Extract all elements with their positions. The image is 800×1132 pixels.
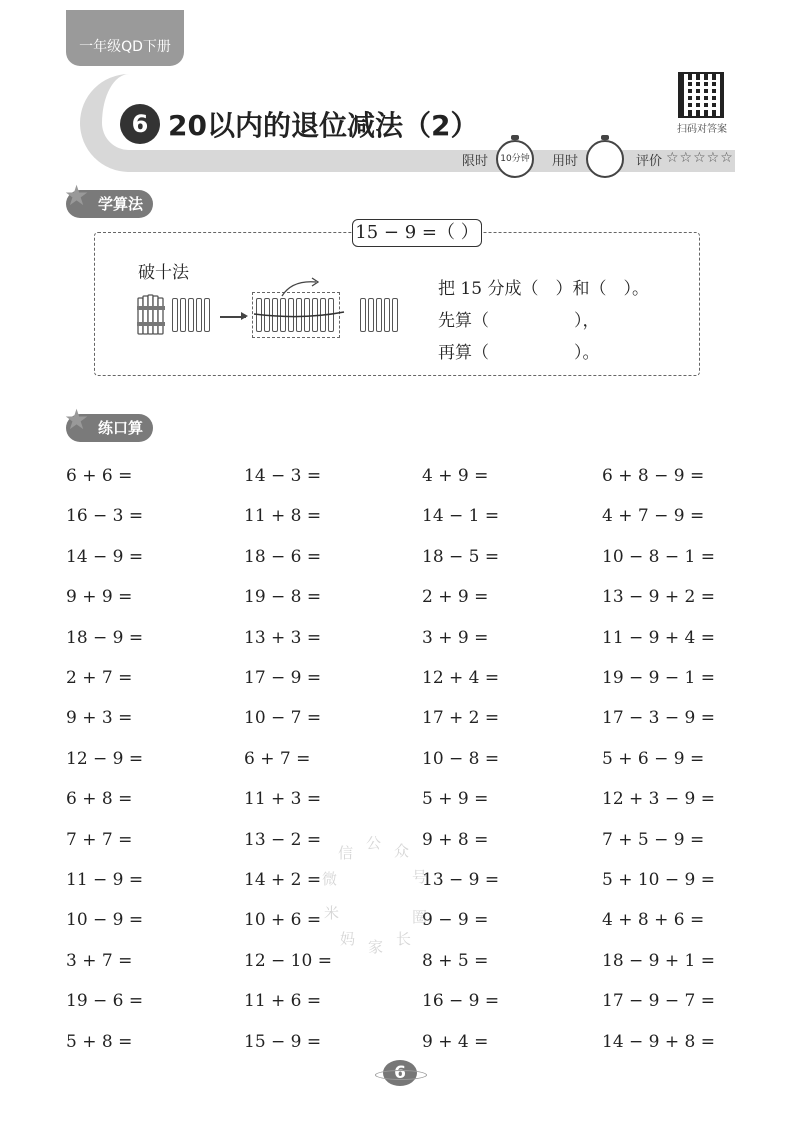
method-step-split: 把 15 分成（ ）和（ ）。: [438, 279, 649, 299]
stick: [392, 298, 398, 332]
grade-label: 一年级QD下册: [79, 39, 171, 55]
qr-code-icon[interactable]: [678, 72, 724, 118]
arithmetic-problem: 6 + 6 =: [66, 466, 133, 486]
arithmetic-problem: 4 + 7 − 9 =: [602, 506, 705, 527]
watermark-char: 公: [366, 834, 382, 852]
watermark-char: 号: [412, 868, 428, 886]
arithmetic-problem: 11 + 6 =: [244, 991, 322, 1012]
watermark-char: 微: [322, 870, 338, 888]
arithmetic-problem: 19 − 6 =: [66, 991, 144, 1012]
learn-method-badge: [64, 179, 153, 218]
arithmetic-problem: 2 + 7 =: [66, 668, 133, 688]
watermark-char: 众: [394, 842, 410, 860]
stick: [172, 298, 178, 332]
arithmetic-problem: 10 + 6 =: [244, 910, 322, 931]
time-limit-label: 限时: [462, 154, 489, 169]
stick: [188, 298, 194, 332]
arithmetic-problem: 5 + 10 − 9 =: [602, 870, 716, 890]
arithmetic-problem: 8 + 5 =: [422, 950, 489, 971]
arithmetic-problem: 18 − 9 =: [66, 627, 144, 648]
arithmetic-problem: 17 + 2 =: [422, 708, 500, 729]
stick: [368, 298, 374, 332]
arithmetic-problem: 9 + 9 =: [66, 587, 133, 608]
rating-label: 评价: [636, 154, 663, 169]
arithmetic-problem: 14 + 2 =: [244, 870, 322, 890]
right-arrow-icon: [220, 316, 246, 318]
arithmetic-problem: 19 − 8 =: [244, 587, 322, 608]
watermark-char: 信: [338, 844, 354, 862]
arithmetic-problem: 9 + 8 =: [422, 829, 489, 850]
arithmetic-problem: 6 + 8 − 9 =: [602, 466, 705, 486]
stick: [196, 298, 202, 332]
stopwatch-empty-icon[interactable]: [586, 140, 624, 178]
arithmetic-problem: 11 + 3 =: [244, 789, 322, 810]
arithmetic-problem: 4 + 9 =: [422, 466, 489, 486]
practice-badge: [64, 403, 153, 442]
arithmetic-problem: 7 + 5 − 9 =: [602, 829, 705, 850]
watermark-char: 妈: [340, 930, 356, 948]
watermark-char: 圈: [412, 908, 428, 926]
stick: [360, 298, 366, 332]
arithmetic-problem: 11 + 8 =: [244, 506, 322, 527]
method-step-first: 先算（ ），: [438, 311, 600, 331]
arithmetic-problem: 10 − 8 =: [422, 748, 500, 769]
arithmetic-problem: 19 − 9 − 1 =: [602, 668, 716, 688]
arithmetic-problem: 12 + 4 =: [422, 668, 500, 688]
arithmetic-problem: 11 − 9 =: [66, 870, 144, 890]
arithmetic-problem: 12 − 9 =: [66, 748, 144, 769]
arithmetic-problem: 12 + 3 − 9 =: [602, 789, 716, 810]
example-equation: 15 − 9 =（ ）: [352, 219, 482, 247]
watermark-char: 米: [324, 904, 340, 922]
time-used-label: 用时: [552, 154, 579, 169]
arithmetic-problem: 18 − 9 + 1 =: [602, 950, 716, 971]
watermark-char: 家: [368, 938, 384, 956]
arithmetic-problem: 2 + 9 =: [422, 587, 489, 608]
arithmetic-problem: 7 + 7 =: [66, 829, 133, 850]
arithmetic-problem: 18 − 5 =: [422, 546, 500, 567]
arithmetic-problem: 5 + 9 =: [422, 789, 489, 810]
rating-stars[interactable]: ☆☆☆☆☆: [666, 150, 734, 166]
arithmetic-problem: 14 − 3 =: [244, 466, 322, 486]
arithmetic-problem: 18 − 6 =: [244, 546, 322, 567]
ten-stick-bundle-icon: [136, 294, 166, 336]
arithmetic-problem: 17 − 3 − 9 =: [602, 708, 716, 729]
arithmetic-problem: 17 − 9 − 7 =: [602, 991, 716, 1012]
arithmetic-problem: 13 − 9 =: [422, 870, 500, 890]
stick: [376, 298, 382, 332]
arithmetic-problem: 14 − 9 =: [66, 546, 144, 567]
curved-arrow-icon: [252, 270, 352, 340]
arithmetic-problem: 15 − 9 =: [244, 1031, 322, 1052]
arithmetic-problem: 10 − 8 − 1 =: [602, 546, 716, 567]
arithmetic-problem: 9 + 4 =: [422, 1031, 489, 1052]
arithmetic-problem: 5 + 6 − 9 =: [602, 748, 705, 769]
arithmetic-problem: 17 − 9 =: [244, 668, 322, 688]
arithmetic-problem: 10 − 7 =: [244, 708, 322, 729]
stick: [384, 298, 390, 332]
arithmetic-problem: 13 − 9 + 2 =: [602, 587, 716, 608]
method-label: 破十法: [138, 263, 189, 283]
arithmetic-problem: 5 + 8 =: [66, 1031, 133, 1052]
arithmetic-problem: 12 − 10 =: [244, 950, 332, 971]
practice-label: 练口算: [98, 419, 144, 437]
arithmetic-problem: 9 + 3 =: [66, 708, 133, 729]
method-step-then: 再算（ ）。: [438, 343, 600, 363]
watermark-stamp: [316, 832, 434, 956]
stick: [180, 298, 186, 332]
qr-label: 扫码对答案: [677, 124, 727, 135]
learn-method-label: 学算法: [98, 195, 144, 213]
arithmetic-problem: 3 + 9 =: [422, 627, 489, 648]
grade-tab: [66, 10, 184, 66]
arithmetic-problem: 16 − 3 =: [66, 506, 144, 527]
stopwatch-icon: [496, 140, 534, 178]
lesson-title: 20以内的退位减法（2）: [168, 109, 479, 142]
arithmetic-problem: 11 − 9 + 4 =: [602, 627, 716, 648]
page-number: 6: [383, 1060, 417, 1086]
star-mascot-icon: ★: [64, 179, 90, 212]
arithmetic-problem: 9 − 9 =: [422, 910, 489, 931]
arithmetic-problem: 6 + 7 =: [244, 748, 311, 769]
time-limit-value: 10分钟: [500, 154, 530, 164]
arithmetic-problem: 3 + 7 =: [66, 950, 133, 971]
lesson-number-badge: 6: [120, 104, 160, 144]
arithmetic-problem: 10 − 9 =: [66, 910, 144, 931]
arithmetic-problem: 4 + 8 + 6 =: [602, 910, 705, 931]
arithmetic-problem: 13 − 2 =: [244, 829, 322, 850]
star-mascot-icon: ★: [64, 403, 90, 436]
stick: [204, 298, 210, 332]
arithmetic-problem: 6 + 8 =: [66, 789, 133, 810]
watermark-char: 长: [396, 930, 412, 948]
arithmetic-problem: 16 − 9 =: [422, 991, 500, 1012]
arithmetic-problem: 14 − 9 + 8 =: [602, 1031, 716, 1052]
arithmetic-problem: 14 − 1 =: [422, 506, 500, 527]
arithmetic-problem: 13 + 3 =: [244, 627, 322, 648]
